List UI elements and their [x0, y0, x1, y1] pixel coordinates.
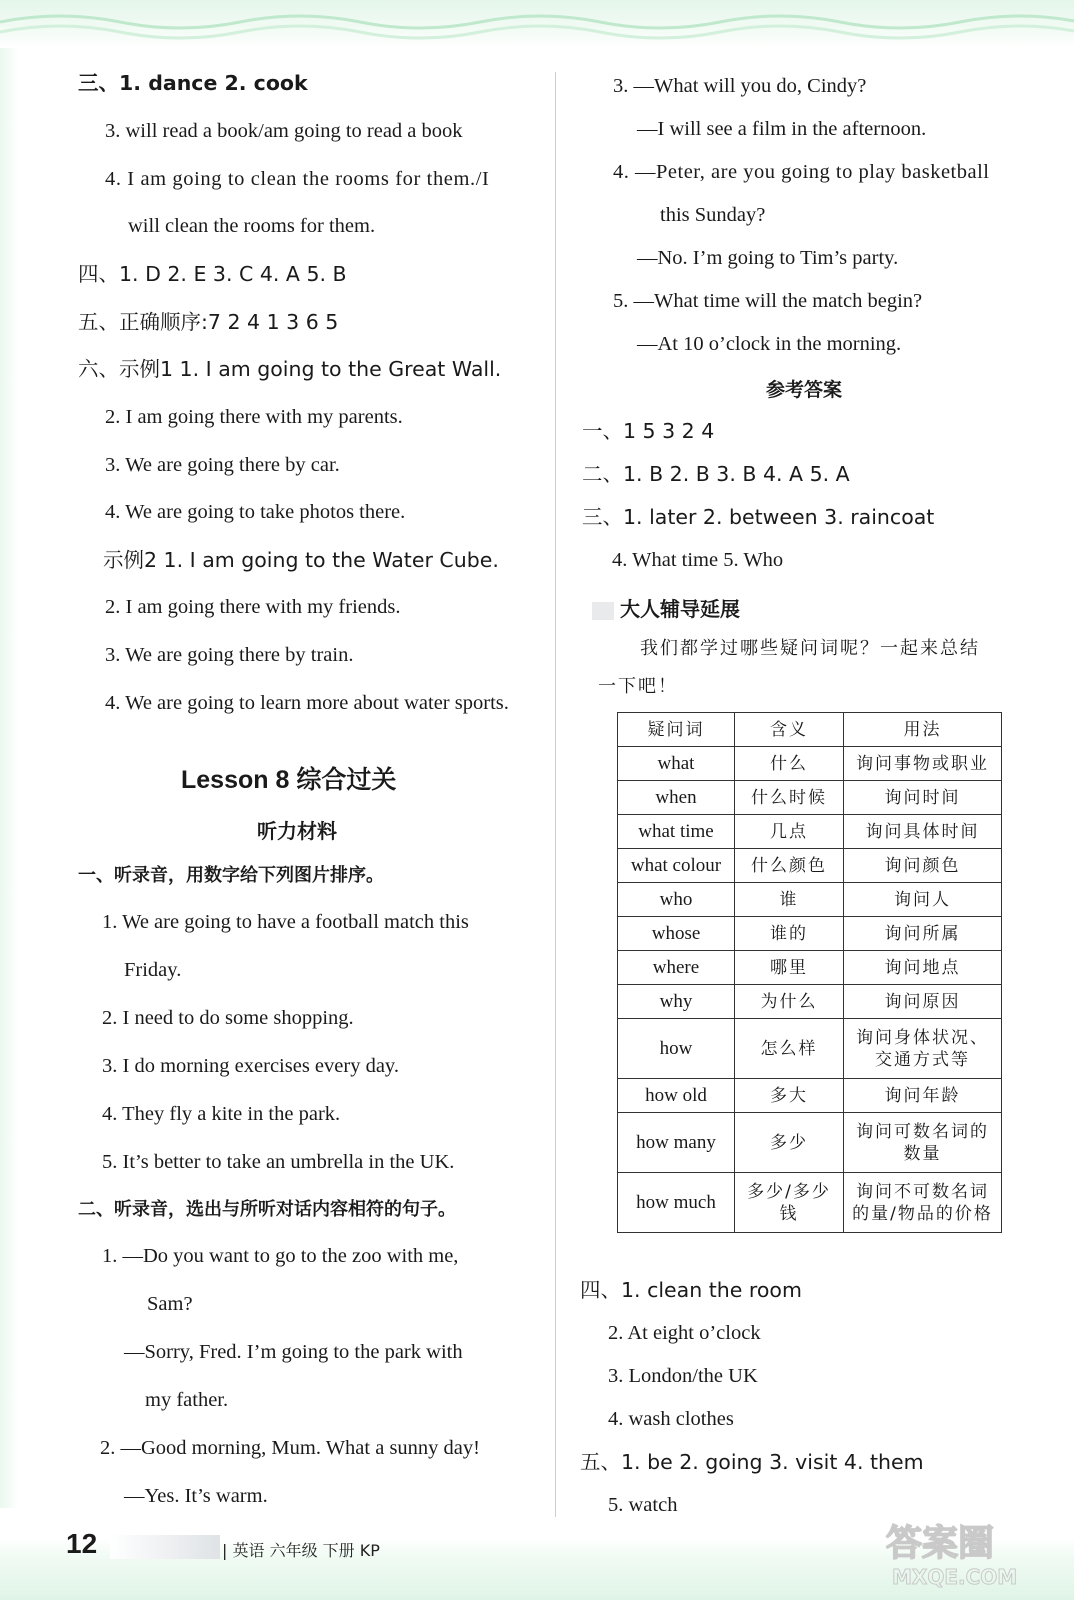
extension-text: 我们都学过哪些疑问词呢？一起来总结: [640, 638, 980, 659]
extension-title: [592, 593, 740, 622]
dialog-line: 1. —Do you want to go to the zoo with me,: [102, 1245, 459, 1267]
watermark-main-text: 答案圈: [886, 1523, 995, 1564]
table-cell: how many: [618, 1113, 735, 1173]
answer-line: 4. We are going to take photos there.: [105, 501, 406, 523]
table-row: [618, 849, 1002, 883]
dialog-line: 5. —What time will the match begin?: [613, 290, 923, 312]
table-cell: 询问不可数名词的量/物品的价格: [844, 1173, 1002, 1233]
table-cell: 多少: [735, 1113, 844, 1173]
dialog-line: —At 10 o’clock in the morning.: [637, 333, 902, 355]
answer-line: 5. watch: [608, 1494, 678, 1516]
page-number: 12: [66, 1528, 98, 1559]
table-row: [618, 917, 1002, 951]
table-cell: what colour: [618, 849, 735, 883]
answer-line: 4. I am going to clean the rooms for them./I: [105, 168, 490, 190]
table-cell: 询问事物或职业: [844, 747, 1002, 781]
answer-line: 2. I am going there with my parents.: [105, 406, 403, 428]
answer-line: 一、1 5 3 2 4: [582, 419, 715, 443]
table-cell: how old: [618, 1079, 735, 1113]
answer-line: 四、1. D 2. E 3. C 4. A 5. B: [78, 262, 347, 286]
dialog-line: Sam?: [147, 1293, 193, 1315]
table-header: 含义: [735, 713, 844, 747]
dialog-line: this Sunday?: [660, 204, 766, 226]
section-title: 一、听录音，用数字给下列图片排序。: [78, 865, 384, 886]
table-cell: what time: [618, 815, 735, 849]
listening-item: 4. They fly a kite in the park.: [102, 1103, 341, 1125]
table-cell: 谁: [735, 883, 844, 917]
answer-line: 六、示例1 1. I am going to the Great Wall.: [78, 357, 502, 381]
watermark-logo: [878, 1510, 1048, 1590]
section-title: 二、听录音，选出与所听对话内容相符的句子。: [78, 1199, 456, 1220]
table-cell: 询问可数名词的数量: [844, 1113, 1002, 1173]
dialog-line: —I will see a film in the afternoon.: [637, 118, 927, 140]
left-decorative-band: [0, 48, 18, 1508]
table-cell: 怎么样: [735, 1019, 844, 1079]
extension-title-text: 大人辅导延展: [620, 597, 740, 621]
column-divider: [555, 72, 556, 1517]
table-cell: 谁的: [735, 917, 844, 951]
table-row: [618, 883, 1002, 917]
answer-line: 二、1. B 2. B 3. B 4. A 5. A: [582, 462, 850, 486]
table-cell: 什么: [735, 747, 844, 781]
answer-line: 2. I am going there with my friends.: [105, 596, 401, 618]
table-row: [618, 1079, 1002, 1113]
answer-line: 3. We are going there by train.: [105, 644, 354, 666]
table-cell: 询问地点: [844, 951, 1002, 985]
table-cell: 什么时候: [735, 781, 844, 815]
answer-line: 示例2 1. I am going to the Water Cube.: [103, 548, 499, 572]
table-cell: where: [618, 951, 735, 985]
table-cell: 为什么: [735, 985, 844, 1019]
book-info: | 英语 六年级 下册 KP: [222, 1541, 380, 1560]
answer-line: 三、1. dance 2. cook: [78, 71, 308, 95]
table-cell: 询问颜色: [844, 849, 1002, 883]
question-words-table: [617, 712, 1002, 1233]
table-cell: 多大: [735, 1079, 844, 1113]
table-cell: 什么颜色: [735, 849, 844, 883]
answer-line: 3. will read a book/am going to read a book: [105, 120, 463, 142]
table-cell: 询问身体状况、交通方式等: [844, 1019, 1002, 1079]
listening-item: Friday.: [124, 959, 182, 981]
table-cell: why: [618, 985, 735, 1019]
table-header-row: [618, 713, 1002, 747]
table-cell: how: [618, 1019, 735, 1079]
answer-line: 三、1. later 2. between 3. raincoat: [582, 505, 935, 529]
dialog-line: —Yes. It’s warm.: [124, 1485, 268, 1507]
answer-line: 4. wash clothes: [608, 1408, 734, 1430]
table-row: [618, 1019, 1002, 1079]
listening-item: 2. I need to do some shopping.: [102, 1007, 354, 1029]
table-cell: 询问所属: [844, 917, 1002, 951]
table-row: [618, 1173, 1002, 1233]
table-cell: what: [618, 747, 735, 781]
footer-decoration: [110, 1535, 220, 1559]
dialog-line: —Sorry, Fred. I’m going to the park with: [124, 1341, 463, 1363]
answer-line: 四、1. clean the room: [580, 1278, 802, 1302]
answer-line: will clean the rooms for them.: [128, 215, 376, 237]
answer-line: 4. What time 5. Who: [612, 549, 784, 571]
table-row: [618, 815, 1002, 849]
dialog-line: 2. —Good morning, Mum. What a sunny day!: [100, 1437, 480, 1459]
dialog-line: my father.: [145, 1389, 229, 1411]
listening-item: 3. I do morning exercises every day.: [102, 1055, 399, 1077]
answer-line: 五、正确顺序:7 2 4 1 3 6 5: [78, 310, 339, 334]
answer-line: 3. London/the UK: [608, 1365, 758, 1387]
listening-item: 1. We are going to have a football match this: [102, 911, 469, 933]
table-cell: when: [618, 781, 735, 815]
table-cell: 询问年龄: [844, 1079, 1002, 1113]
table-cell: 询问具体时间: [844, 815, 1002, 849]
table-row: [618, 985, 1002, 1019]
listening-item: 5. It’s better to take an umbrella in the UK.: [102, 1151, 455, 1173]
table-cell: who: [618, 883, 735, 917]
answers-title: 参考答案: [766, 379, 843, 401]
table-header: 疑问词: [618, 713, 735, 747]
lesson-title: Lesson 8 综合过关: [181, 766, 397, 794]
table-cell: 几点: [735, 815, 844, 849]
answer-line: 4. We are going to learn more about water sports.: [105, 692, 509, 714]
dialog-line: —No. I’m going to Tim’s party.: [637, 247, 899, 269]
table-header: 用法: [844, 713, 1002, 747]
table-cell: 询问原因: [844, 985, 1002, 1019]
extension-text: 一下吧！: [598, 676, 678, 697]
watermark-url-text: MXQE.COM: [892, 1565, 1018, 1589]
table-cell: how much: [618, 1173, 735, 1233]
answer-line: 2. At eight o’clock: [608, 1322, 761, 1344]
table-cell: whose: [618, 917, 735, 951]
dialog-line: 4. —Peter, are you going to play basketball: [613, 161, 990, 183]
table-cell: 多少/多少钱: [735, 1173, 844, 1233]
top-wave-decoration: [0, 0, 1074, 48]
table-cell: 哪里: [735, 951, 844, 985]
dialog-line: 3. —What will you do, Cindy?: [613, 75, 867, 97]
table-row: [618, 747, 1002, 781]
table-row: [618, 781, 1002, 815]
table-row: [618, 951, 1002, 985]
answer-line: 五、1. be 2. going 3. visit 4. them: [580, 1450, 924, 1474]
title-bar-decoration: [592, 602, 614, 620]
table-row: [618, 1113, 1002, 1173]
listening-title: 听力材料: [257, 819, 337, 843]
answer-line: 3. We are going there by car.: [105, 454, 340, 476]
table-cell: 询问人: [844, 883, 1002, 917]
table-cell: 询问时间: [844, 781, 1002, 815]
